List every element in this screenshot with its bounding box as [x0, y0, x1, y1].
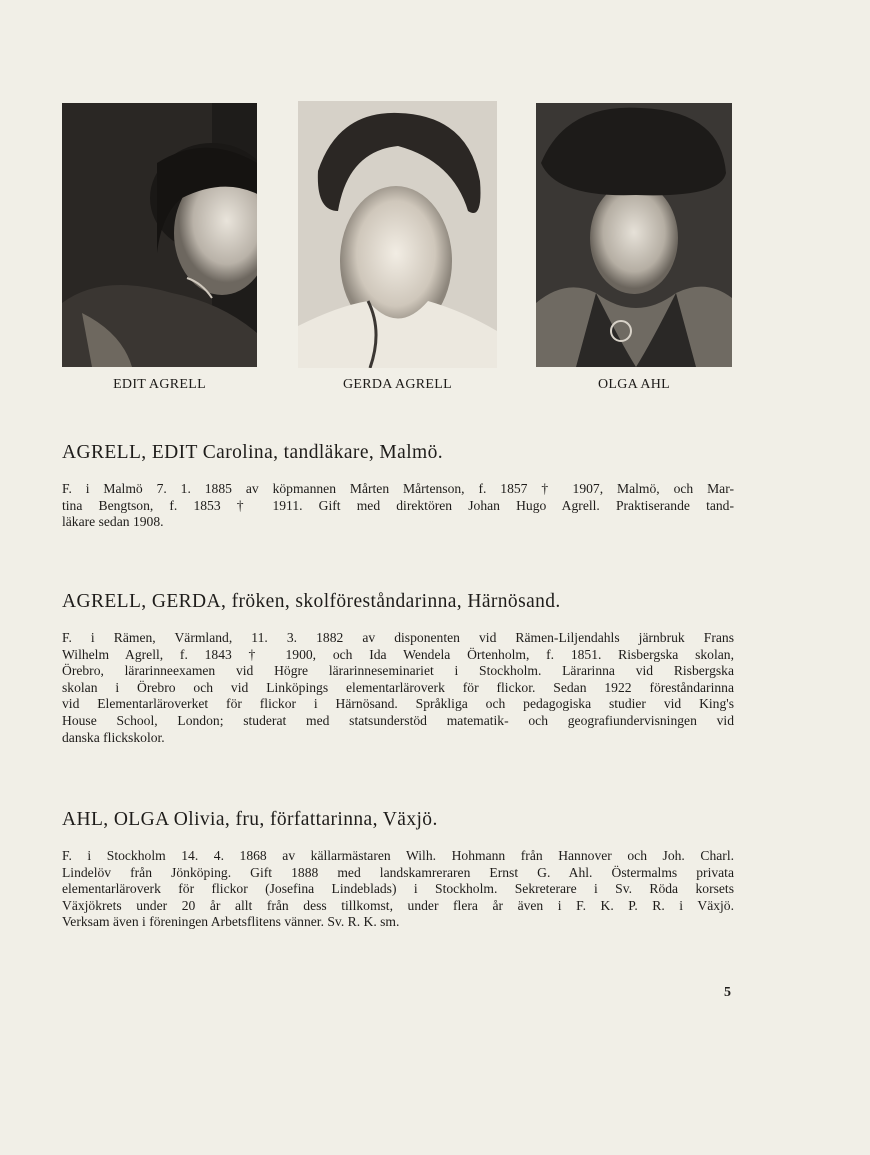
- portrait-edit-agrell-image: [62, 103, 257, 367]
- portrait-edit-agrell: [62, 103, 257, 367]
- entry-line: skolan i Örebro och vid Linköpings elementarläroverk för flickor. Sedan 1922 föreståndarinna: [62, 679, 734, 695]
- entry-line: F. i Rämen, Värmland, 11. 3. 1882 av disponenten vid Rämen-Liljendahls järnbruk Frans: [62, 630, 734, 645]
- entry-line: elementarläroverk för flickor (Josefina Lindeblads) i Stockholm. Sekreterare i Sv. Röda korsets: [62, 881, 734, 897]
- entry-line: danska flickskolor.: [62, 729, 165, 745]
- entry-line: vid Elementarläroverket för flickor i Härnösand. Språkliga och pedagogiska studier vid King's: [62, 696, 734, 712]
- entry-line: läkare sedan 1908.: [62, 514, 164, 530]
- entry-body-olga-ahl: [62, 848, 734, 931]
- entry-line: Verksam även i föreningen Arbetsflitens vänner. Sv. R. K. sm.: [62, 914, 400, 930]
- entry-body-gerda-agrell: [62, 630, 734, 746]
- entry-line: Örebro, lärarinneexamen vid Högre lärarinneseminariet i Stockholm. Lärarinna vid Risbergska: [62, 663, 734, 679]
- entry-line: Växjökrets under 20 år allt från dess tillkomst, under flera år även i F. K. P. R. i Växjö.: [62, 897, 734, 913]
- caption-edit-agrell: EDIT AGRELL: [113, 377, 206, 392]
- page-number: 5: [724, 985, 731, 1000]
- entry-heading-olga-ahl: AHL, OLGA Olivia, fru, författarinna, Växjö.: [62, 809, 438, 830]
- entry-line: F. i Stockholm 14. 4. 1868 av källarmästaren Wilh. Hohmann från Hannover och Joh. Charl.: [62, 848, 734, 863]
- portrait-gerda-agrell-image: [298, 101, 497, 368]
- portrait-olga-ahl-image: [536, 103, 732, 367]
- portrait-gerda-agrell: [298, 101, 497, 368]
- entry-line: Wilhelm Agrell, f. 1843 † 1900, och Ida Wendela Örtenholm, f. 1851. Risbergska skolan,: [62, 646, 734, 662]
- entry-line: House School, London; studerat med statsunderstöd matematik- och geografiundervisningen vid: [62, 712, 734, 728]
- caption-olga-ahl: OLGA AHL: [597, 377, 670, 392]
- entry-heading-gerda-agrell: AGRELL, GERDA, fröken, skolföreståndarinna, Härnösand.: [62, 591, 561, 612]
- entry-line: tina Bengtson, f. 1853 † 1911. Gift med direktören Johan Hugo Agrell. Praktiserande tand-: [62, 497, 734, 513]
- entry-line: F. i Malmö 7. 1. 1885 av köpmannen Mårten Mårtenson, f. 1857 † 1907, Malmö, och Mar-: [62, 481, 734, 496]
- entry-body-edit-agrell: [62, 481, 734, 531]
- entry-line: Lindelöv från Jönköping. Gift 1888 med landskamreraren Ernst G. Ahl. Östermalms privata: [62, 864, 734, 880]
- caption-gerda-agrell: GERDA AGRELL: [343, 377, 452, 392]
- entry-heading-edit-agrell: AGRELL, EDIT Carolina, tandläkare, Malmö.: [62, 442, 444, 463]
- portrait-olga-ahl: [536, 103, 732, 367]
